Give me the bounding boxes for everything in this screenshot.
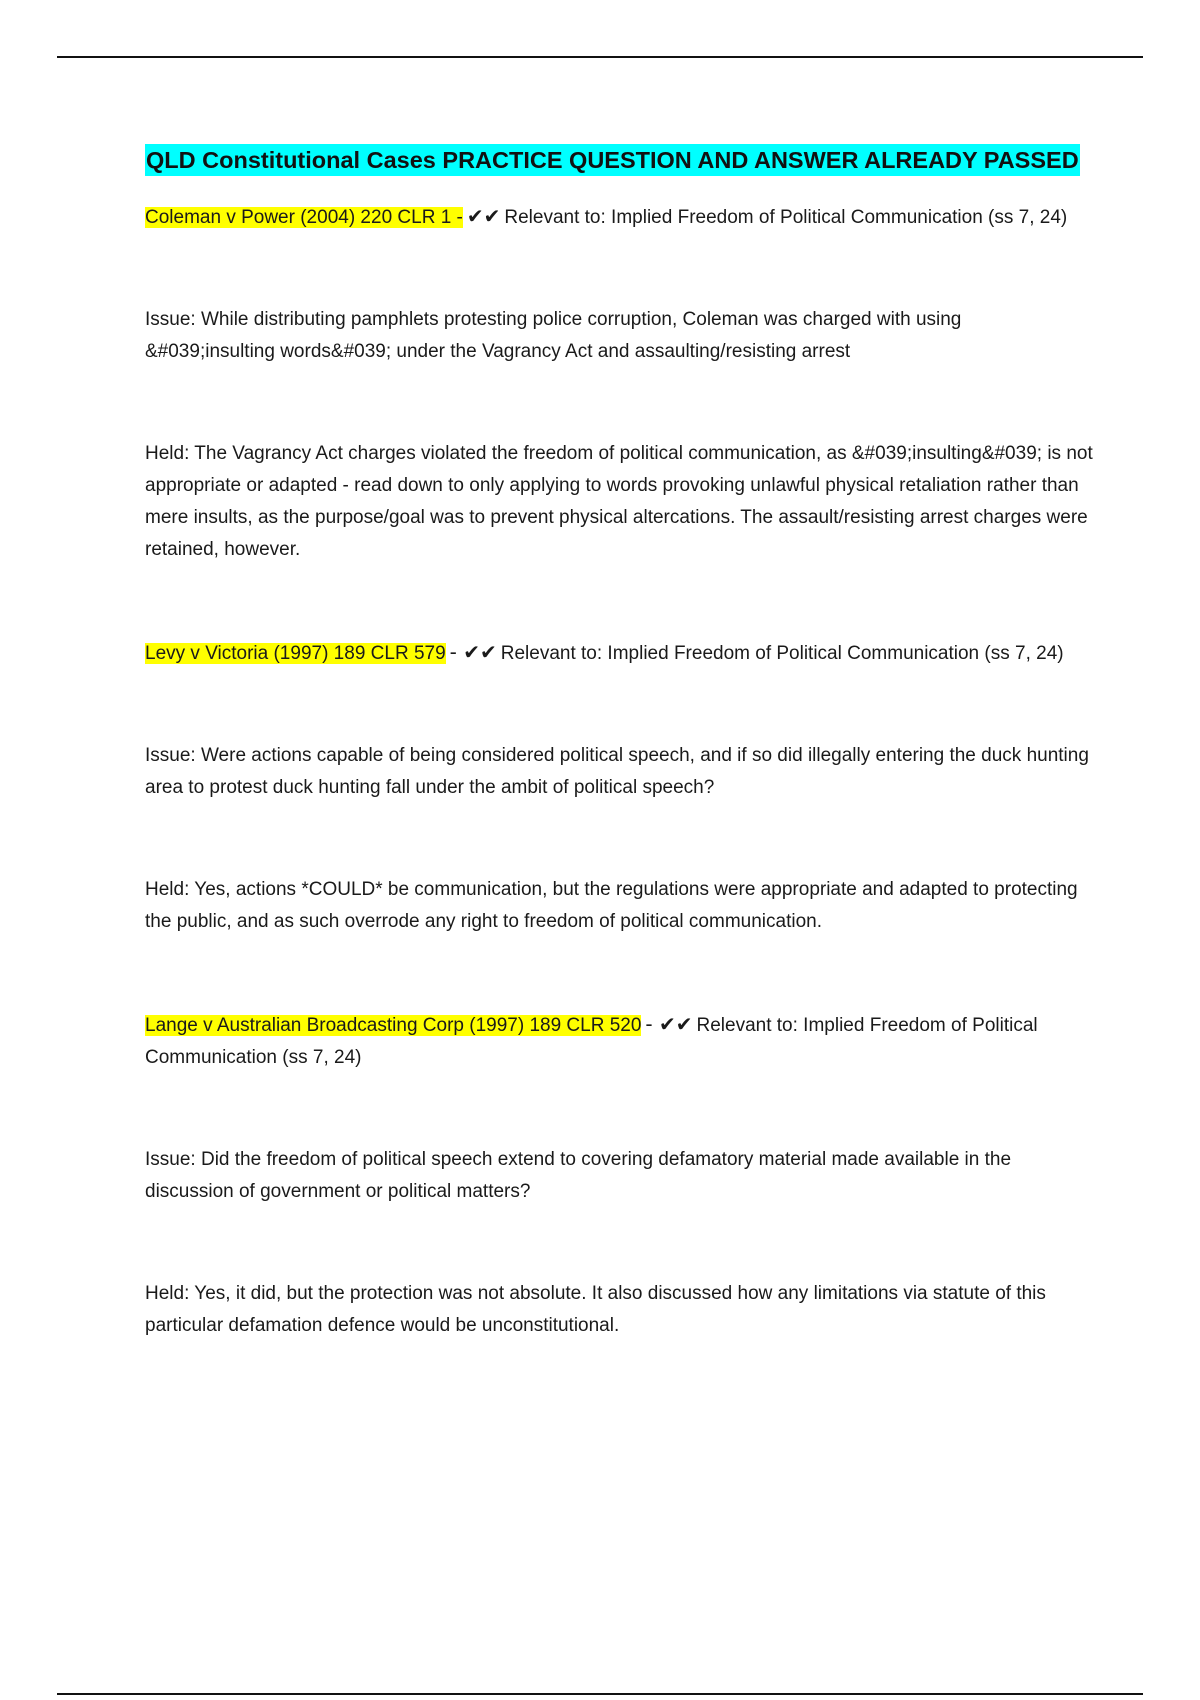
case-held: Held: Yes, it did, but the protection was not absolute. It also discussed how any limitations via statute of this particular defamation defence would be unconstitutional. [145,1283,1046,1336]
document-title: QLD Constitutional Cases PRACTICE QUESTION AND ANSWER ALREADY PASSED [145,144,1080,176]
case-held: Held: Yes, actions *COULD* be communication, but the regulations were appropriate and adapted to protecting the public, and as such overrode any right to freedom of political communication. [145,879,1078,932]
case-heading [145,636,1095,670]
case-heading [145,200,1095,234]
checkmark-icon: - ✔✔ [645,1012,693,1036]
case-entry-levy [145,636,1095,938]
case-name-highlight: Levy v Victoria (1997) 189 CLR 579 [145,643,446,664]
checkmark-icon: - ✔✔ [449,640,497,664]
case-relevance: Relevant to: Implied Freedom of Political Communication (ss 7, 24) [504,207,1068,228]
case-name-highlight: Lange v Australian Broadcasting Corp (1997) 189 CLR 520 [145,1015,642,1036]
bottom-rule [57,1693,1143,1695]
case-heading [145,1008,1095,1074]
case-relevance: Relevant to: Implied Freedom of Political Communication (ss 7, 24) [145,1015,1038,1068]
case-entry-coleman [145,200,1095,566]
case-name-highlight: Coleman v Power (2004) 220 CLR 1 - [145,207,463,228]
top-rule [57,56,1143,58]
case-held: Held: The Vagrancy Act charges violated the freedom of political communication, as &#039;insulting&#039; is not appropriate or adapted - read down to only applying to words provoking unlawful physical retaliation rather than mere insults, as the purpose/goal was to prevent physical altercations. The assault/resisting arrest charges were retained, however. [145,443,1093,560]
checkmark-icon: ✔✔ [466,204,501,228]
case-issue: Issue: Did the freedom of political speech extend to covering defamatory material made available in the discussion of government or political matters? [145,1149,1012,1202]
case-issue: Issue: While distributing pamphlets protesting police corruption, Coleman was charged with using &#039;insulting words&#039; under the Vagrancy Act and assaulting/resisting arrest [145,309,962,362]
case-issue: Issue: Were actions capable of being considered political speech, and if so did illegally entering the duck hunting area to protest duck hunting fall under the ambit of political speech? [145,745,1089,798]
case-entry-lange [145,1008,1095,1342]
case-relevance: Relevant to: Implied Freedom of Political Communication (ss 7, 24) [500,643,1064,664]
document-body [145,144,1095,1412]
